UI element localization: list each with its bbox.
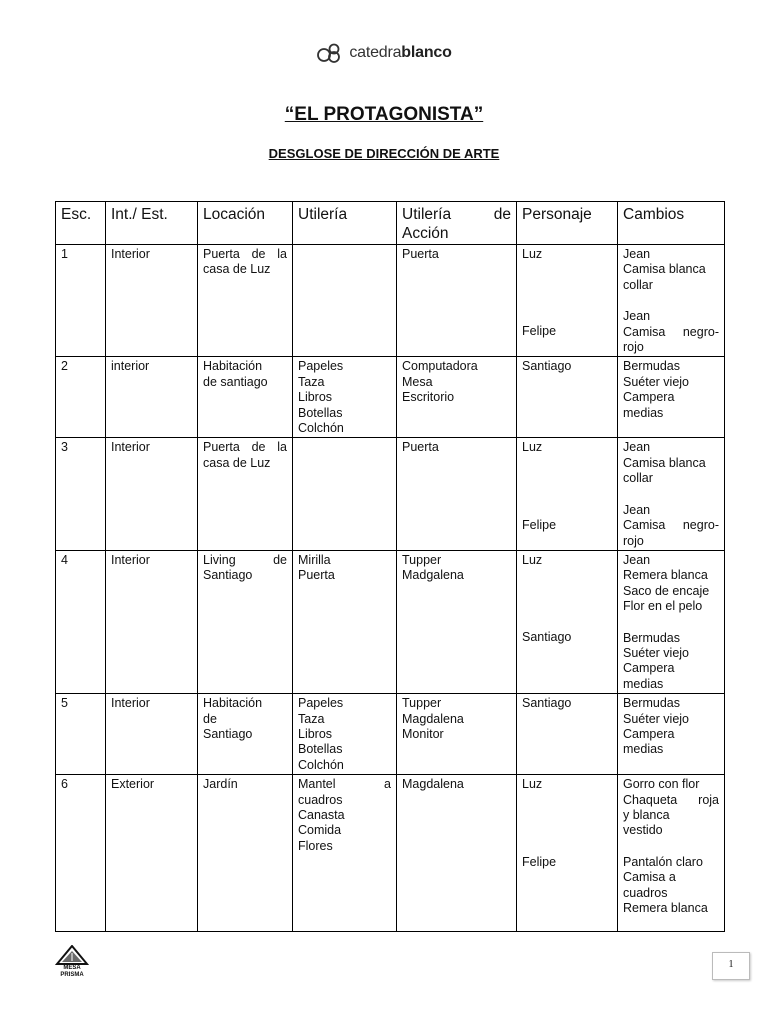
cell-esc: 6 (56, 775, 106, 932)
cell-line: Tupper (402, 552, 442, 567)
cell-utileria-accion (397, 245, 517, 357)
cell-line: Remera blanca (623, 901, 708, 916)
cell-line: Living de (203, 552, 287, 567)
logo-line: MESA (63, 965, 81, 971)
cell-cambios (618, 357, 725, 438)
cell-line: Puerta (402, 247, 439, 261)
cell-esc: 5 (56, 694, 106, 775)
cell-line: Flores (298, 838, 333, 853)
cell-line: Libros (298, 390, 333, 405)
column-header-int-est: Int./ Est. (106, 202, 198, 245)
cell-line: Canasta (298, 808, 345, 822)
column-header-utileria-accion (397, 202, 517, 245)
cell-line: Santiago (203, 726, 253, 741)
cell-cambios (618, 438, 725, 550)
cell-line: Suéter viejo (623, 374, 690, 389)
prism-triangle-icon (55, 945, 89, 965)
cell-line: rojo (623, 340, 644, 355)
table-row (56, 245, 725, 357)
column-header-utileria: Utilería (293, 202, 397, 245)
cell-line: Remera blanca (623, 568, 708, 583)
cell-line: Comida (298, 823, 342, 838)
cell-line: Luz (522, 440, 543, 455)
cell-line: medias (623, 742, 664, 757)
cell-personaje (517, 694, 618, 775)
cell-cambios (618, 245, 725, 357)
cell-line: Campera (623, 390, 675, 405)
cell-line: Flor en el pelo (623, 599, 703, 614)
cell-line: Chaqueta roja (623, 792, 719, 807)
cell-line: Botellas (298, 742, 343, 757)
document-subtitle: DESGLOSE DE DIRECCIÓN DE ARTE (268, 146, 500, 161)
cell-utileria-accion (397, 550, 517, 693)
cell-line: Santiago (522, 630, 572, 645)
table-row (56, 694, 725, 775)
cell-line: Magdalena (402, 711, 464, 726)
cell-line: Santiago (522, 696, 572, 711)
cell-line: Puerta (402, 440, 439, 455)
cell-line: y blanca (623, 808, 670, 822)
cell-line: de (203, 711, 217, 726)
header-line: Acción (402, 225, 449, 242)
cell-line: Luz (522, 777, 543, 792)
cell-line: collar (623, 471, 653, 486)
cell-utileria (293, 245, 397, 357)
cell-line: Jean (623, 440, 651, 455)
cell-line: Saco de encaje (623, 583, 710, 598)
cell-line: de santiago (203, 374, 268, 389)
table-row (56, 550, 725, 693)
cell-locacion (198, 357, 293, 438)
cell-int-est: Interior (106, 550, 198, 693)
cell-utileria (293, 775, 397, 932)
cell-line: Computadora (402, 359, 478, 374)
table-row (56, 438, 725, 550)
column-header-cambios: Cambios (618, 202, 725, 245)
cell-line: cuadros (623, 885, 668, 900)
cell-line: Mantel a (298, 777, 391, 792)
column-header-esc: Esc. (56, 202, 106, 245)
cell-line: Jean (623, 502, 651, 517)
cell-personaje (517, 245, 618, 357)
cell-line: casa de Luz (203, 455, 271, 470)
logo-line: PRISMA (60, 972, 84, 978)
column-header-locacion: Locación (198, 202, 293, 245)
cell-line: Camisa blanca (623, 455, 706, 470)
cell-line: Colchón (298, 757, 344, 772)
cell-line: Habitación (203, 359, 263, 374)
cell-personaje (517, 438, 618, 550)
cell-utileria-accion (397, 438, 517, 550)
cell-line: Puerta de la (203, 247, 287, 261)
cell-utileria-accion (397, 775, 517, 932)
cell-line: Monitor (402, 726, 444, 741)
column-header-personaje: Personaje (517, 202, 618, 245)
logo-wordmark: catedrablanco (349, 44, 452, 61)
document-title: “EL PROTAGONISTA” (284, 104, 484, 125)
cell-line: Bermudas (623, 359, 680, 374)
cell-personaje (517, 775, 618, 932)
cell-utileria (293, 550, 397, 693)
cell-line: Madgalena (402, 568, 464, 583)
cell-line: Taza (298, 711, 325, 726)
cell-utileria-accion (397, 694, 517, 775)
cell-locacion (198, 550, 293, 693)
cell-line: Santiago (522, 359, 572, 374)
mesa-prisma-logo (55, 945, 89, 979)
cell-line: Camisa negro- (623, 518, 719, 533)
cell-int-est: Interior (106, 245, 198, 357)
cell-int-est: Interior (106, 438, 198, 550)
cell-line: Papeles (298, 359, 344, 374)
cell-line: Jardín (203, 777, 238, 792)
cell-line: Colchón (298, 421, 344, 436)
table-row (56, 357, 725, 438)
cell-line: Luz (522, 247, 543, 261)
cell-line: Camisa blanca (623, 262, 706, 277)
cell-line: Camisa a (623, 870, 676, 885)
cell-esc: 1 (56, 245, 106, 357)
cell-locacion (198, 694, 293, 775)
cell-line: Papeles (298, 696, 344, 711)
cell-line: Puerta de la (203, 440, 287, 455)
cell-cambios (618, 694, 725, 775)
cell-locacion (198, 775, 293, 932)
cell-locacion (198, 245, 293, 357)
cell-line: Campera (623, 726, 675, 741)
header-line: Utilería de (402, 206, 511, 223)
cell-line: Pantalón claro (623, 854, 703, 869)
cell-line: Suéter viejo (623, 711, 690, 726)
cell-line: Camisa negro- (623, 324, 719, 339)
cell-line: Mirilla (298, 552, 331, 567)
cell-utileria (293, 357, 397, 438)
cell-line: Felipe (522, 517, 557, 532)
cell-esc: 4 (56, 550, 106, 693)
cell-esc: 3 (56, 438, 106, 550)
cell-utileria-accion (397, 357, 517, 438)
cell-line: collar (623, 277, 653, 292)
cell-line: Jean (623, 552, 651, 567)
cell-line: Tupper (402, 696, 442, 711)
cell-line: casa de Luz (203, 262, 271, 277)
cell-line: medias (623, 405, 664, 420)
cell-line: Bermudas (623, 630, 680, 645)
cell-utileria (293, 438, 397, 550)
table-header-row (56, 202, 725, 245)
cell-line: Campera (623, 661, 675, 676)
cell-personaje (517, 550, 618, 693)
cell-line: Suéter viejo (623, 645, 690, 660)
cell-line: Puerta (298, 568, 335, 583)
catedrablanco-logo (0, 42, 768, 64)
cell-int-est: Interior (106, 694, 198, 775)
cell-locacion (198, 438, 293, 550)
cell-personaje (517, 357, 618, 438)
cell-line: Felipe (522, 854, 557, 869)
cell-line: Taza (298, 374, 325, 389)
page-number: 1 (712, 952, 750, 980)
art-direction-breakdown-table (55, 201, 725, 932)
cell-cambios (618, 550, 725, 693)
cell-line: Escritorio (402, 390, 455, 405)
cell-line: medias (623, 676, 664, 691)
cell-int-est: Exterior (106, 775, 198, 932)
cell-line: Habitación (203, 696, 263, 711)
cell-line: Gorro con flor (623, 777, 700, 792)
cell-line: Mesa (402, 374, 433, 389)
cell-line: cuadros (298, 792, 343, 807)
table-row (56, 775, 725, 932)
cell-line: Luz (522, 552, 543, 567)
cell-line: Botellas (298, 405, 343, 420)
cell-cambios (618, 775, 725, 932)
cell-int-est: interior (106, 357, 198, 438)
cell-line: vestido (623, 823, 663, 838)
cell-line: Libros (298, 726, 333, 741)
cell-line: Jean (623, 309, 651, 324)
cell-line: rojo (623, 533, 644, 548)
cell-line: Bermudas (623, 696, 680, 711)
cell-line: Magdalena (402, 777, 464, 792)
cell-utileria (293, 694, 397, 775)
cell-esc: 2 (56, 357, 106, 438)
cell-line: Jean (623, 247, 651, 261)
cell-line: Felipe (522, 324, 557, 339)
catedrablanco-logo-icon (316, 42, 346, 64)
cell-line: Santiago (203, 568, 253, 583)
